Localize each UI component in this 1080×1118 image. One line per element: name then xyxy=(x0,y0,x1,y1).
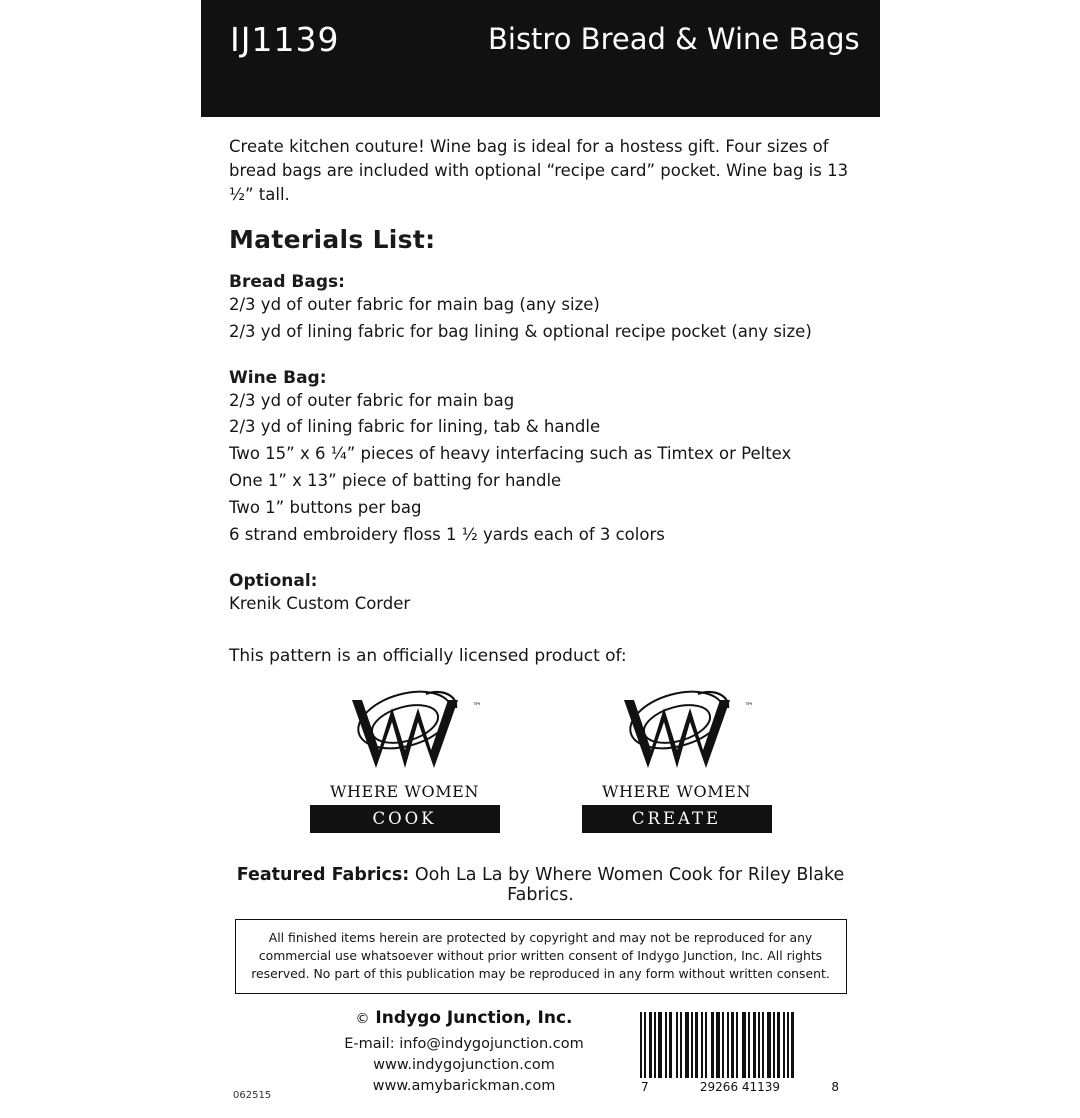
barcode xyxy=(640,1012,840,1094)
ww-monogram-icon xyxy=(582,680,772,780)
barcode-digits xyxy=(640,1080,840,1094)
list-item: One 1” x 13” piece of batting for handle xyxy=(229,471,562,491)
trademark-symbol: ™ xyxy=(472,701,482,712)
list-item: 2/3 yd of outer fabric for main bag xyxy=(229,390,515,410)
footer xyxy=(229,1008,852,1118)
featured-fabrics-value: Ooh La La by Where Women Cook for Riley Blake Fabrics. xyxy=(414,864,845,905)
logo-where-women-create xyxy=(582,680,772,833)
featured-fabrics xyxy=(229,865,852,905)
website-primary[interactable]: www.indygojunction.com xyxy=(373,1056,555,1073)
intro-paragraph: Create kitchen couture! Wine bag is ideal for a hostess gift. Four sizes of bread bags are included with optional “recipe card” pocket. Wine bag is 13 ½” tall. xyxy=(229,137,849,204)
featured-fabrics-label: Featured Fabrics: xyxy=(236,864,410,885)
logo-wordmark: WHERE WOMEN xyxy=(329,781,480,801)
barcode-left-digit: 7 xyxy=(641,1079,649,1094)
logo-bar-label: COOK xyxy=(310,805,500,833)
logo-where-women-cook xyxy=(310,680,500,833)
pattern-code: IJ1139 xyxy=(230,20,340,59)
list-item: 2/3 yd of lining fabric for bag lining & optional recipe pocket (any size) xyxy=(229,321,812,341)
group-label-wine-bag: Wine Bag: xyxy=(229,367,327,388)
list-item: 2/3 yd of lining fabric for lining, tab & handle xyxy=(229,417,601,437)
materials-list-optional xyxy=(229,591,852,618)
contact-block xyxy=(229,1034,699,1097)
list-item: Two 1” buttons per bag xyxy=(229,498,422,518)
email-line xyxy=(229,1034,699,1055)
body-content xyxy=(201,135,880,1118)
list-item: 6 strand embroidery floss 1 ½ yards each of 3 colors xyxy=(229,525,665,544)
trademark-symbol: ™ xyxy=(744,701,754,712)
ww-monogram-icon xyxy=(310,680,500,780)
page-title: Bistro Bread & Wine Bags xyxy=(488,22,860,56)
materials-list-wine-bag xyxy=(229,388,852,549)
logo-bar-label: CREATE xyxy=(582,805,772,833)
logo-wordmark: WHERE WOMEN xyxy=(601,781,752,801)
list-item: 2/3 yd of outer fabric for main bag (any size) xyxy=(229,294,600,314)
copyright-notice: All finished items herein are protected by copyright and may not be reproduced for any commercial use whatsoever without prior written consent of Indygo Junction, Inc. All rights reserved. No part of this publication may be reproduced in any form without written consent. xyxy=(235,919,847,994)
job-number: 062515 xyxy=(233,1089,272,1101)
email-label: E-mail: xyxy=(344,1035,395,1052)
pattern-back-cover xyxy=(201,0,880,1101)
barcode-bars xyxy=(640,1012,840,1078)
license-line: This pattern is an officially licensed product of: xyxy=(229,645,627,666)
barcode-right-digit: 8 xyxy=(831,1079,839,1094)
logo-row xyxy=(229,680,852,833)
website-secondary[interactable]: www.amybarickman.com xyxy=(372,1077,556,1094)
materials-list-bread-bags xyxy=(229,292,852,346)
company-line xyxy=(229,1008,699,1028)
header-bar xyxy=(201,0,880,117)
group-label-bread-bags: Bread Bags: xyxy=(229,271,345,292)
email-address[interactable]: info@indygojunction.com xyxy=(399,1035,584,1052)
materials-heading: Materials List: xyxy=(229,224,436,254)
copyright-symbol: © xyxy=(355,1010,370,1027)
list-item: Two 15” x 6 ¼” pieces of heavy interfacing such as Timtex or Peltex xyxy=(229,444,792,464)
group-label-optional: Optional: xyxy=(229,570,318,591)
list-item: Krenik Custom Corder xyxy=(229,593,411,613)
barcode-main-digits: 29266 41139 xyxy=(699,1079,781,1094)
footer-company-block xyxy=(229,1008,699,1097)
company-name: Indygo Junction, Inc. xyxy=(375,1007,573,1028)
